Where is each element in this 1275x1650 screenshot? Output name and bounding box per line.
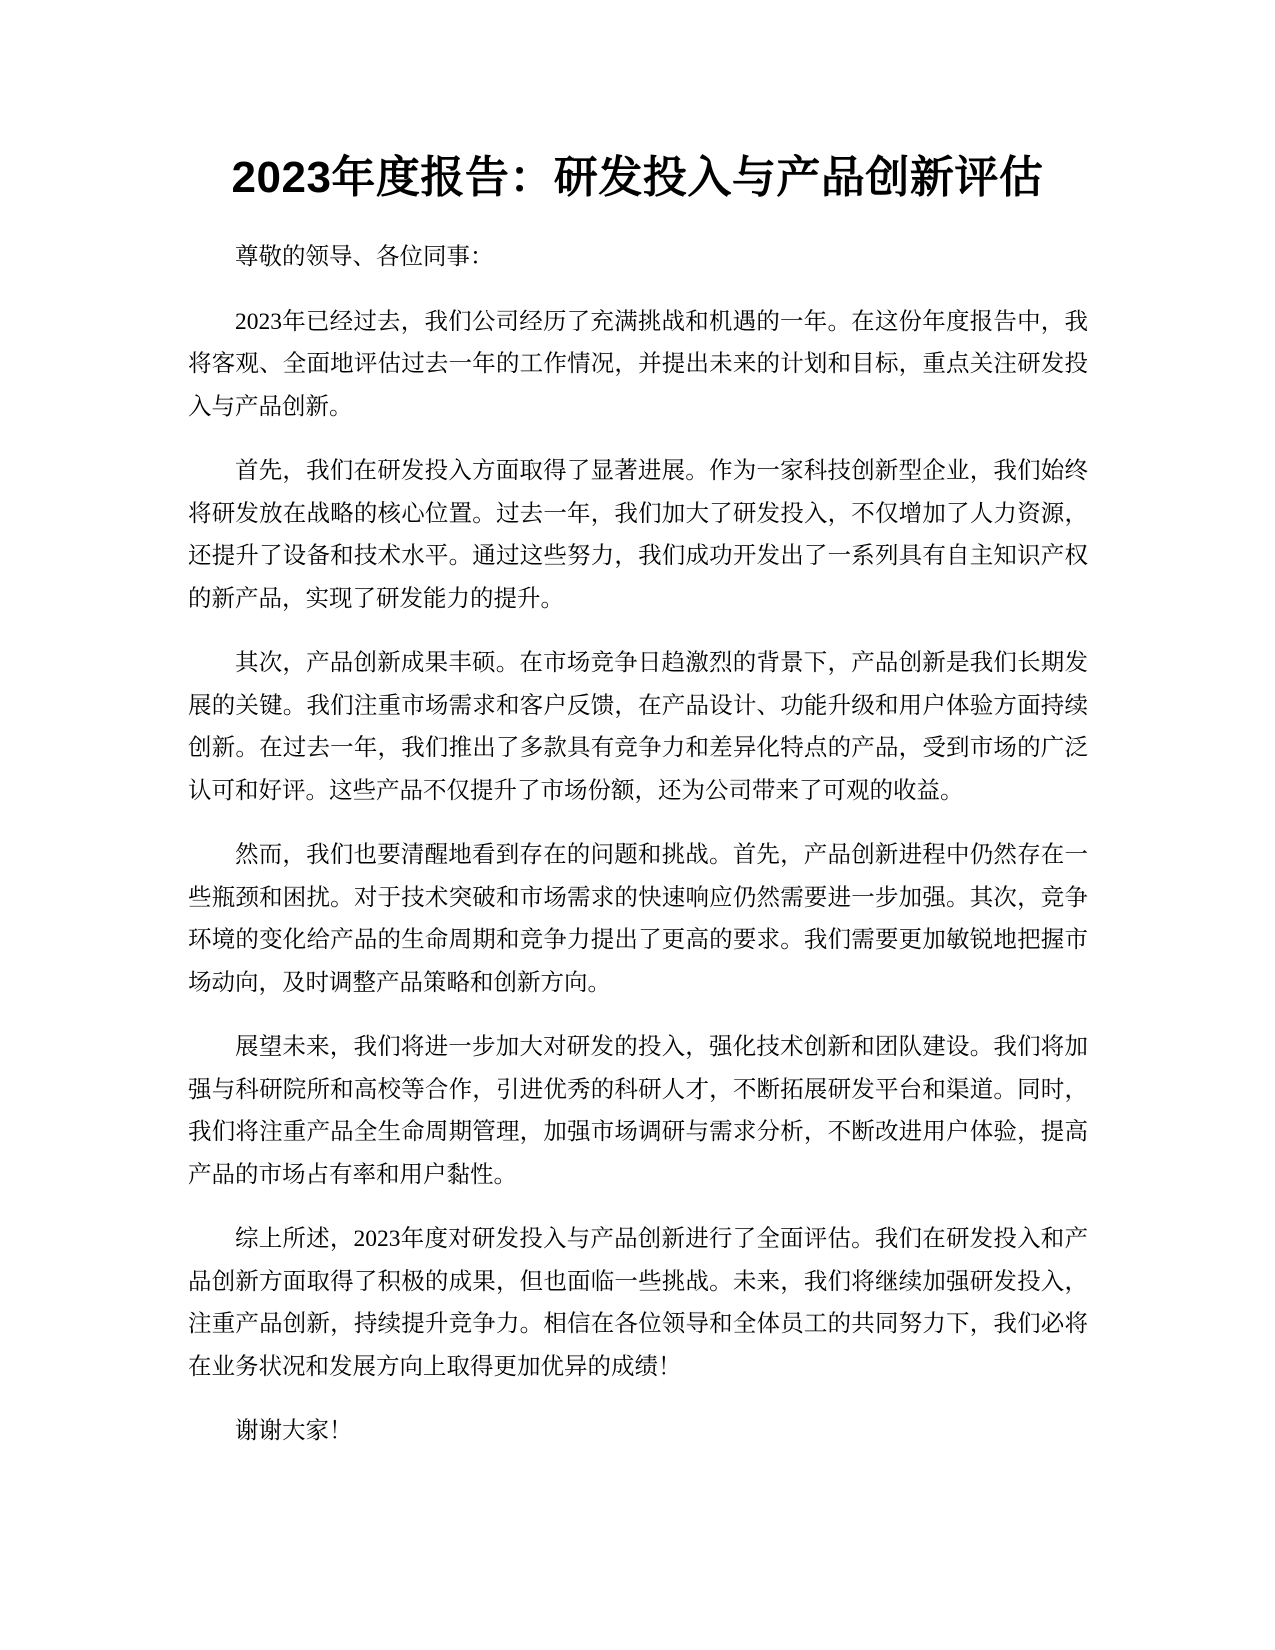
document-body [188, 236, 1088, 1475]
salutation: 尊敬的领导、各位同事： [235, 244, 494, 270]
paragraph-summary: 综上所述，2023年度对研发投入与产品创新进行了全面评估。我们在研发投入和产品创新方面取得了积极的成果，但也面临一些挑战。未来，我们将继续加强研发投入，注重产品创新，持续提升竞争力。相信在各位领导和全体员工的共同努力下，我们必将在业务状况和发展方向上取得更加优异的成绩！ [188, 1226, 1088, 1380]
paragraph-rd-investment: 首先，我们在研发投入方面取得了显著进展。作为一家科技创新型企业，我们始终将研发放在战略的核心位置。过去一年，我们加大了研发投入，不仅增加了人力资源，还提升了设备和技术水平。通过这些努力，我们成功开发出了一系列具有自主知识产权的新产品，实现了研发能力的提升。 [188, 458, 1088, 612]
paragraph-outlook: 展望未来，我们将进一步加大对研发的投入，强化技术创新和团队建设。我们将加强与科研院所和高校等合作，引进优秀的科研人才，不断拓展研发平台和渠道。同时，我们将注重产品全生命周期管理，加强市场调研与需求分析，不断改进用户体验，提高产品的市场占有率和用户黏性。 [188, 1034, 1088, 1188]
paragraph-challenges: 然而，我们也要清醒地看到存在的问题和挑战。首先，产品创新进程中仍然存在一些瓶颈和困扰。对于技术突破和市场需求的快速响应仍然需要进一步加强。其次，竞争环境的变化给产品的生命周期和竞争力提出了更高的要求。我们需要更加敏锐地把握市场动向，及时调整产品策略和创新方向。 [188, 842, 1088, 996]
closing-thanks: 谢谢大家！ [235, 1418, 353, 1444]
paragraph-intro: 2023年已经过去，我们公司经历了充满挑战和机遇的一年。在这份年度报告中，我将客观、全面地评估过去一年的工作情况，并提出未来的计划和目标，重点关注研发投入与产品创新。 [188, 308, 1088, 420]
paragraph-product-innovation: 其次，产品创新成果丰硕。在市场竞争日趋激烈的背景下，产品创新是我们长期发展的关键。我们注重市场需求和客户反馈，在产品设计、功能升级和用户体验方面持续创新。在过去一年，我们推出了多款具有竞争力和差异化特点的产品，受到市场的广泛认可和好评。这些产品不仅提升了市场份额，还为公司带来了可观的收益。 [188, 650, 1088, 804]
document-title: 2023年度报告：研发投入与产品创新评估 [231, 153, 1044, 202]
